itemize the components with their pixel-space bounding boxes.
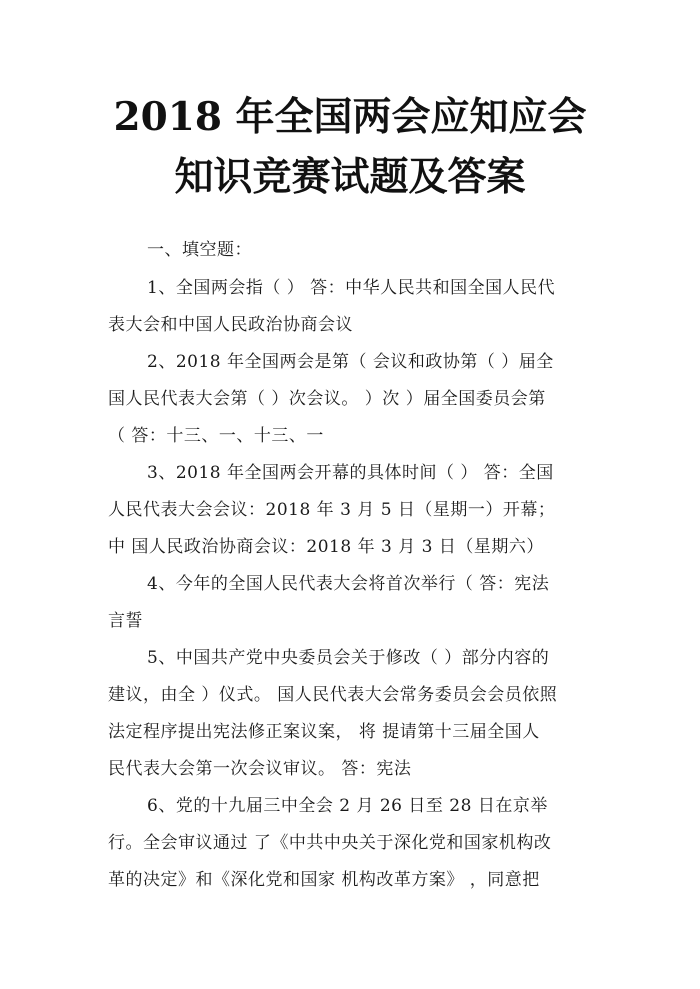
section-heading: 一、填空题： [147, 240, 252, 260]
question-1-line-1: 1、全国两会指（ ） 答：中华人民共和国全国人民代 [147, 278, 556, 298]
document-title-line-1: 2018 年全国两会应知应会 [113, 94, 587, 140]
question-2-line-2: 国人民代表大会第（ ）次会议。 ）次 ）届全国委员会第 [108, 389, 546, 409]
question-6-line-2: 行。全会审议通过 了《中共中央关于深化党和国家机构改 [108, 833, 552, 853]
question-2-line-1: 2、2018 年全国两会是第（ 会议和政协第（ ）届全 [147, 352, 554, 372]
question-3-line-1: 3、2018 年全国两会开幕的具体时间（ ） 答：全国 [147, 463, 554, 483]
question-5-line-1: 5、中国共产党中央委员会关于修改（ ）部分内容的 [147, 648, 550, 668]
question-5-line-2: 建议，由全 ）仪式。 国人民代表大会常务委员会会员依照 [108, 685, 558, 705]
question-3-line-3: 中 国人民政治协商会议：2018 年 3 月 3 日（星期六） [108, 537, 544, 557]
question-1-line-2: 表大会和中国人民政治协商会议 [108, 315, 353, 335]
question-6-line-3: 革的决定》和《深化党和国家 机构改革方案》 ，同意把 [108, 870, 540, 890]
question-5-line-3: 法定程序提出宪法修正案议案， 将 提请第十三届全国人 [108, 722, 540, 742]
document-title-line-2: 知识竞赛试题及答案 [174, 154, 526, 200]
question-4-line-1: 4、今年的全国人民代表大会将首次举行（ 答：宪法 [147, 574, 550, 594]
question-2-line-3: （ 答：十三、一、十三、一 [108, 426, 324, 446]
question-4-line-2: 言誓 [108, 611, 143, 631]
question-3-line-2: 人民代表大会会议：2018 年 3 月 5 日（星期一）开幕； [108, 500, 556, 520]
question-5-line-4: 民代表大会第一次会议审议。 答：宪法 [108, 759, 412, 779]
question-6-line-1: 6、党的十九届三中全会 2 月 26 日至 28 日在京举 [147, 796, 548, 816]
